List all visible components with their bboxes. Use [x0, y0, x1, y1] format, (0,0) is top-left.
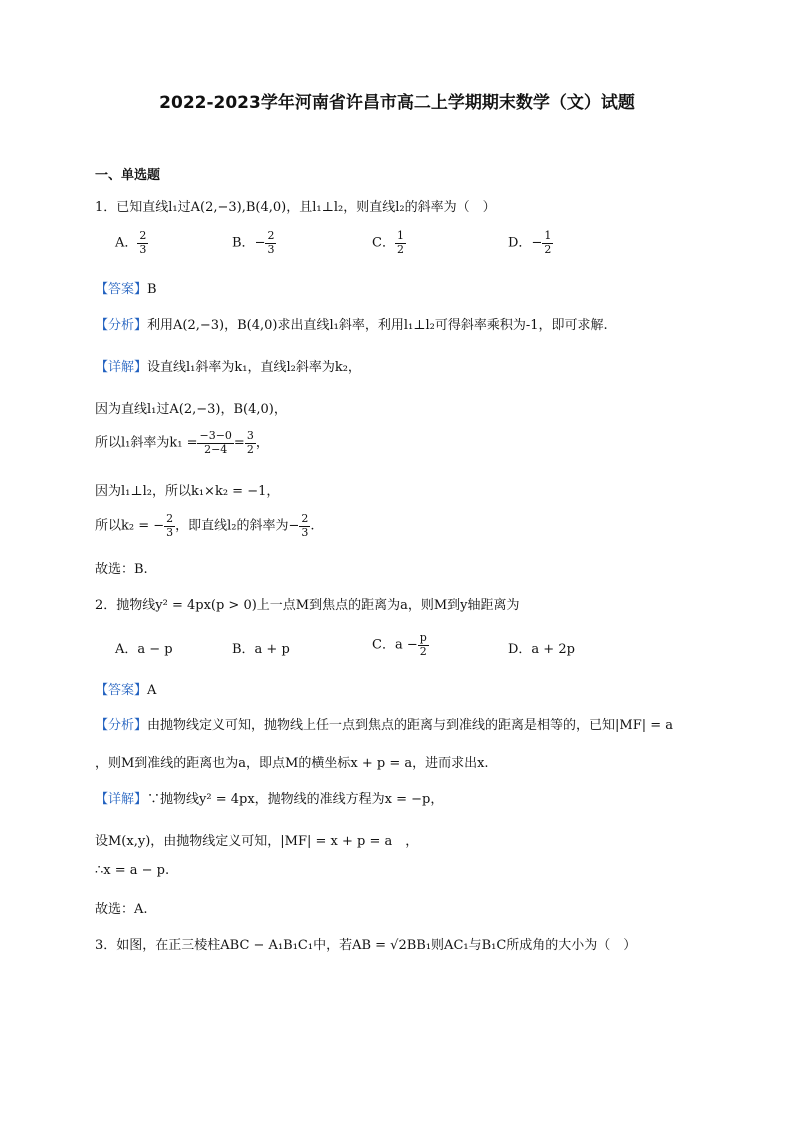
answer-tag: 【答案】	[95, 683, 148, 698]
q2-option-d: D．a + 2p	[508, 642, 575, 657]
q1-option-b: B．− $\frac{2}{3}$	[232, 229, 275, 256]
q2-option-b: B．a + p	[232, 642, 290, 657]
q2-detail-1: 【详解】∵抛物线y² = 4px，抛物线的准线方程为x = −p，	[95, 792, 444, 807]
q2-answer: 【答案】A	[95, 683, 157, 698]
page-title: 2022-2023学年河南省许昌市高二上学期期末数学（文）试题	[159, 93, 635, 113]
q2-analysis-2: ，则M到准线的距离也为a，即点M的横坐标x + p = a，进而求出x.	[95, 756, 489, 771]
q1-option-a: A． $\frac{2}{3}$	[115, 229, 147, 256]
q2-detail-2: 设M(x,y)，由抛物线定义可知，|MF| = x + p = a ，	[95, 834, 419, 849]
detail-tag: 【详解】	[95, 792, 148, 807]
q1-detail-3: 所以l₁斜率为k₁ = $\frac{-3-0}{2-4}$ = $\frac{3}{2}$ ，	[95, 429, 269, 456]
q1-detail-1: 【详解】设直线l₁斜率为k₁，直线l₂斜率为k₂，	[95, 360, 361, 375]
q1-detail-4: 因为l₁⊥l₂，所以k₁×k₂ = −1，	[95, 484, 280, 499]
detail-tag: 【详解】	[95, 360, 148, 375]
q2-option-a: A．a − p	[115, 642, 173, 657]
q1-analysis: 【分析】利用A(2,−3)，B(4,0)求出直线l₁斜率，利用l₁⊥l₂可得斜率乘积为-1，即可求解.	[95, 318, 608, 333]
q1-option-c: C． $\frac{1}{2}$	[372, 229, 404, 256]
q1-detail-5: 所以k₂ = − $\frac{2}{3}$ ，即直线l₂的斜率为− $\frac{2}{3}$ .	[95, 512, 315, 539]
q2-choose: 故选：A.	[95, 902, 148, 917]
q1-answer: 【答案】B	[95, 282, 157, 297]
q2-detail-3: ∴x = a − p.	[95, 863, 170, 878]
answer-tag: 【答案】	[95, 282, 148, 297]
q1-choose: 故选：B.	[95, 562, 148, 577]
q3-stem: 3．如图，在正三棱柱ABC − A₁B₁C₁中，若AB = √2BB₁则AC₁与B₁C所成角的大小为（ ）	[95, 938, 637, 953]
q1-detail-2: 因为直线l₁过A(2,−3)，B(4,0)，	[95, 402, 287, 417]
analysis-tag: 【分析】	[95, 318, 148, 333]
q1-stem: 1．已知直线l₁过A(2,−3),B(4,0)，且l₁⊥l₂，则直线l₂的斜率为（ ）	[95, 200, 496, 215]
section-heading: 一、单选题	[95, 168, 161, 183]
q2-stem: 2．抛物线y² = 4px(p > 0)上一点M到焦点的距离为a，则M到y轴距离为	[95, 598, 520, 613]
q1-option-d: D．− $\frac{1}{2}$	[508, 229, 552, 256]
q2-option-c: C．a − $\frac{p}{2}$	[372, 631, 427, 658]
analysis-tag: 【分析】	[95, 718, 148, 733]
q2-analysis-1: 【分析】由抛物线定义可知，抛物线上任一点到焦点的距离与到准线的距离是相等的，已知|MF| = a	[95, 718, 674, 733]
